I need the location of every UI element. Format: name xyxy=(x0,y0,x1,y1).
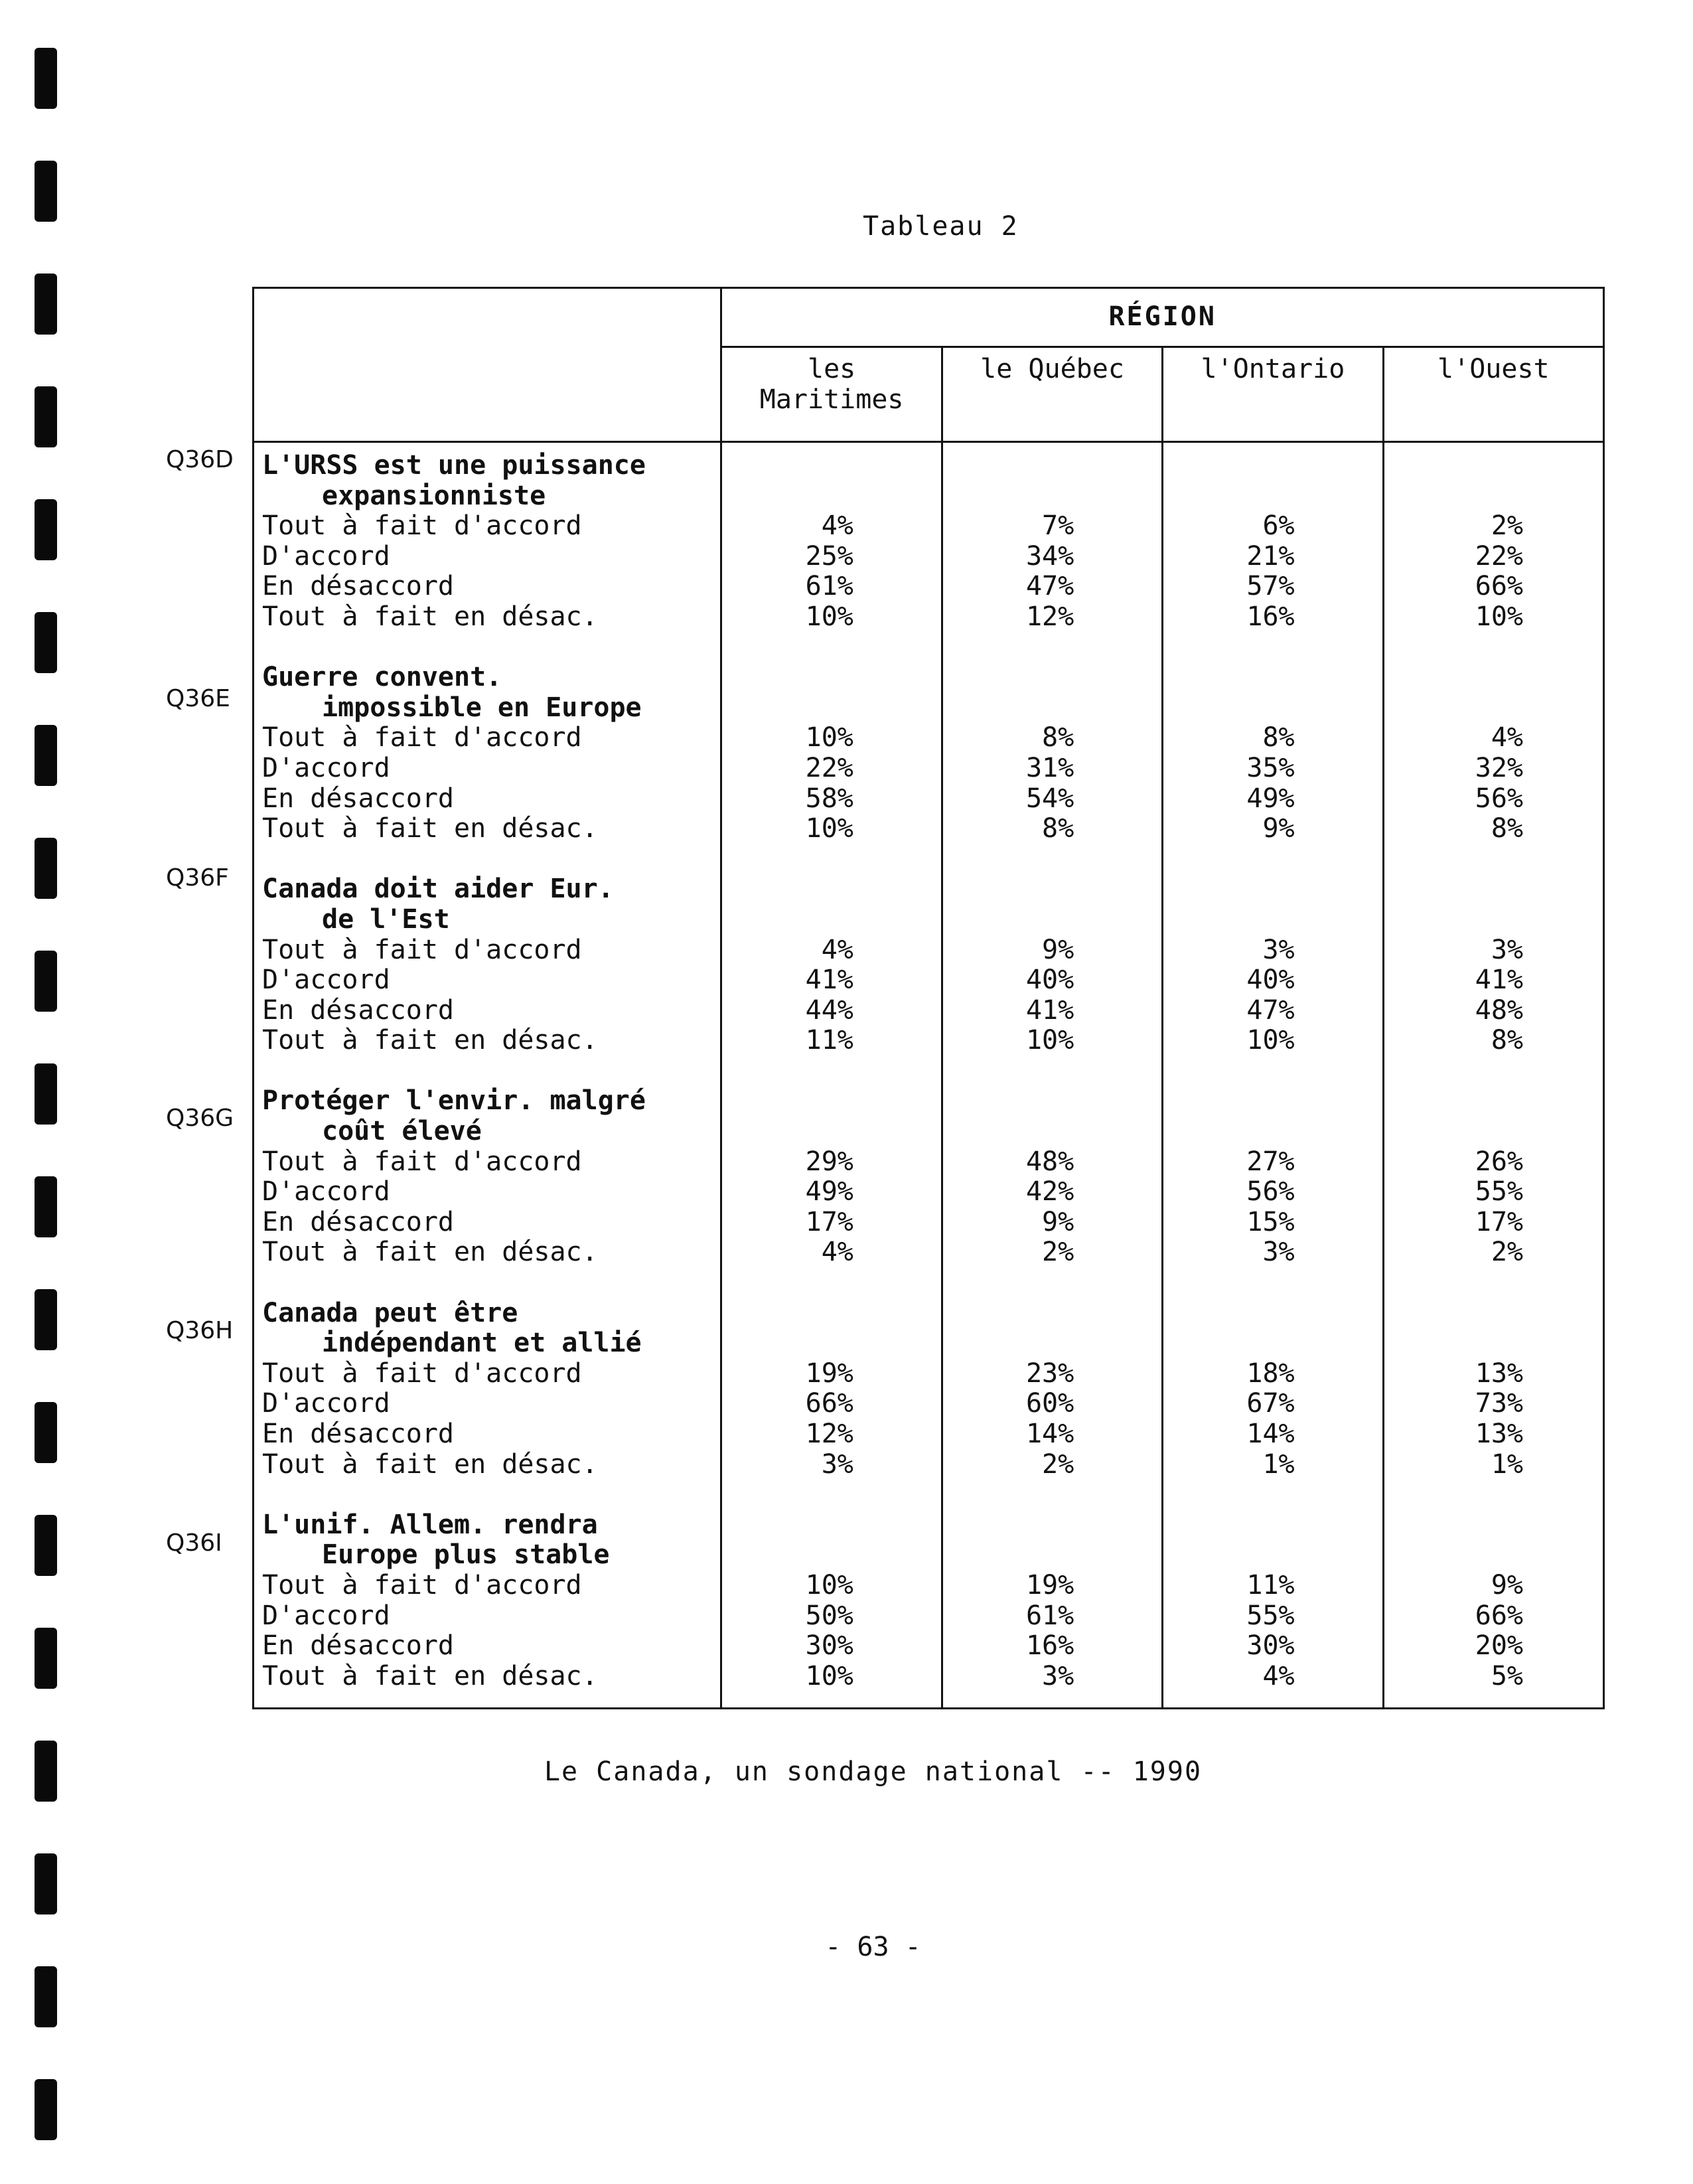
spacer-line xyxy=(1163,1540,1294,1571)
spacer-line xyxy=(1163,481,1294,512)
spacer-line xyxy=(943,663,1074,693)
value-block xyxy=(1163,874,1294,1056)
question-title-line: Guerre convent. xyxy=(262,662,502,693)
answer-label: Tout à fait d'accord xyxy=(262,510,582,542)
binder-hole xyxy=(35,1289,57,1350)
percentage-value: 18% xyxy=(1246,1358,1295,1389)
percentage-value: 13% xyxy=(1475,1358,1523,1389)
percentage-value: 15% xyxy=(1246,1206,1295,1237)
region-header-row xyxy=(254,288,1604,347)
answer-label: Tout à fait d'accord xyxy=(262,1146,582,1177)
binder-hole xyxy=(35,612,57,673)
percentage-value: 41% xyxy=(1025,994,1074,1026)
percentage-value: 56% xyxy=(1246,1176,1295,1208)
binder-hole xyxy=(35,1063,57,1125)
spacer-line xyxy=(943,451,1074,481)
percentage-value: 17% xyxy=(1475,1206,1523,1237)
binder-hole xyxy=(35,161,57,222)
question-title-line: L'URSS est une puissance xyxy=(262,450,646,481)
answer-label: D'accord xyxy=(262,1176,390,1208)
spacer-line xyxy=(722,1117,853,1147)
value-block xyxy=(722,1298,853,1480)
spacer-line xyxy=(722,481,853,512)
percentage-value: 31% xyxy=(1025,752,1074,783)
question-code: Q36H xyxy=(166,1317,234,1344)
answer-label: En désaccord xyxy=(262,1206,454,1237)
percentage-value: 10% xyxy=(805,813,853,844)
value-block xyxy=(1384,874,1523,1056)
percentage-value: 9% xyxy=(1042,1206,1074,1237)
spacer-line xyxy=(943,905,1074,935)
value-block xyxy=(1384,1510,1523,1692)
percentage-value: 3% xyxy=(821,1448,853,1480)
percentage-value: 9% xyxy=(1491,1569,1523,1600)
value-block xyxy=(722,1086,853,1268)
value-block xyxy=(943,874,1074,1056)
answer-label: En désaccord xyxy=(262,571,454,602)
percentage-value: 66% xyxy=(1475,1600,1523,1631)
question-title-line: Protéger l'envir. malgré xyxy=(262,1085,646,1117)
column-header-label: le Québec xyxy=(980,354,1124,384)
answer-label: Tout à fait en désac. xyxy=(262,601,598,632)
value-block xyxy=(722,874,853,1056)
spacer-line xyxy=(1384,874,1523,905)
percentage-value: 12% xyxy=(805,1419,853,1449)
percentage-value: 48% xyxy=(1475,994,1523,1026)
answer-label: D'accord xyxy=(262,540,390,572)
percentage-value: 10% xyxy=(805,601,853,632)
percentage-value: 50% xyxy=(805,1600,853,1631)
answer-label: Tout à fait en désac. xyxy=(262,813,598,844)
value-block xyxy=(943,663,1074,844)
value-block xyxy=(1384,1298,1523,1480)
percentage-value: 67% xyxy=(1246,1388,1295,1419)
percentage-value: 40% xyxy=(1246,965,1295,996)
question-block xyxy=(262,663,720,844)
percentage-value: 55% xyxy=(1246,1600,1295,1631)
percentage-value: 29% xyxy=(805,1146,853,1177)
question-code: Q36I xyxy=(166,1529,222,1557)
answer-label: En désaccord xyxy=(262,1419,454,1449)
percentage-value: 61% xyxy=(1025,1600,1074,1631)
question-title-line: Canada doit aider Eur. xyxy=(262,874,614,905)
binder-hole xyxy=(35,1628,57,1689)
spacer-line xyxy=(1163,693,1294,724)
answer-label: En désaccord xyxy=(262,783,454,814)
question-block xyxy=(262,451,720,633)
table-source-footer: Le Canada, un sondage national -- 1990 xyxy=(544,1756,1203,1787)
value-block xyxy=(943,1510,1074,1692)
percentage-value: 1% xyxy=(1262,1448,1295,1480)
spacer-line xyxy=(943,481,1074,512)
percentage-value: 2% xyxy=(1491,1237,1523,1268)
percentage-value: 66% xyxy=(1475,571,1523,602)
spacer-line xyxy=(1163,905,1294,935)
question-code: Q36F xyxy=(166,864,229,892)
percentage-value: 54% xyxy=(1025,783,1074,814)
spacer-line xyxy=(1384,663,1523,693)
percentage-value: 13% xyxy=(1475,1419,1523,1449)
percentage-value: 10% xyxy=(1475,601,1523,632)
value-block xyxy=(1384,451,1523,633)
question-block xyxy=(262,1510,720,1692)
spacer-line xyxy=(722,905,853,935)
spacer-line xyxy=(722,451,853,481)
spacer-line xyxy=(722,1510,853,1541)
spacer-line xyxy=(1384,693,1523,724)
answer-label: Tout à fait d'accord xyxy=(262,722,582,753)
value-block xyxy=(1163,1086,1294,1268)
spacer-line xyxy=(1384,451,1523,481)
value-block xyxy=(1163,1510,1294,1692)
percentage-value: 49% xyxy=(1246,783,1295,814)
percentage-value: 8% xyxy=(1491,1025,1523,1056)
percentage-value: 7% xyxy=(1042,510,1074,542)
value-block xyxy=(943,1086,1074,1268)
spacer-line xyxy=(943,1540,1074,1571)
spacer-line xyxy=(1163,1086,1294,1117)
percentage-value: 12% xyxy=(1025,601,1074,632)
percentage-value: 30% xyxy=(1246,1630,1295,1662)
answer-label: D'accord xyxy=(262,1600,390,1631)
binder-hole xyxy=(35,2079,57,2140)
value-block xyxy=(1163,663,1294,844)
percentage-value: 41% xyxy=(805,965,853,996)
percentage-value: 9% xyxy=(1262,813,1295,844)
percentage-value: 27% xyxy=(1246,1146,1295,1177)
spacer-line xyxy=(1384,1298,1523,1329)
answer-label: Tout à fait en désac. xyxy=(262,1660,598,1691)
question-title-line: indépendant et allié xyxy=(322,1328,642,1359)
binder-hole xyxy=(35,1853,57,1914)
table-title: Tableau 2 xyxy=(863,211,1019,242)
percentage-value: 10% xyxy=(1025,1025,1074,1056)
percentage-value: 49% xyxy=(805,1176,853,1208)
spacer-line xyxy=(1384,1086,1523,1117)
answer-label: Tout à fait d'accord xyxy=(262,934,582,965)
value-block xyxy=(1384,663,1523,844)
question-title-line: Europe plus stable xyxy=(322,1539,610,1571)
spacer-line xyxy=(722,1298,853,1329)
column-header xyxy=(721,347,942,442)
binder-hole xyxy=(35,951,57,1012)
spacer-line xyxy=(1163,874,1294,905)
binder-hole xyxy=(35,386,57,447)
spacer-line xyxy=(722,693,853,724)
percentage-value: 8% xyxy=(1042,722,1074,753)
percentage-value: 3% xyxy=(1262,934,1295,965)
percentage-value: 55% xyxy=(1475,1176,1523,1208)
values-column-maritimes xyxy=(721,442,942,1709)
percentage-value: 35% xyxy=(1246,752,1295,783)
percentage-value: 22% xyxy=(805,752,853,783)
column-header-label: les Maritimes xyxy=(759,354,904,415)
page-number: - 63 - xyxy=(825,1932,921,1962)
percentage-value: 58% xyxy=(805,783,853,814)
spacer-line xyxy=(1384,1328,1523,1359)
binder-hole xyxy=(35,499,57,560)
percentage-value: 19% xyxy=(1025,1569,1074,1600)
values-column-quebec xyxy=(942,442,1162,1709)
binder-hole xyxy=(35,1966,57,2027)
percentage-value: 41% xyxy=(1475,965,1523,996)
percentage-value: 2% xyxy=(1042,1448,1074,1480)
question-title-line: coût élevé xyxy=(322,1116,482,1147)
percentage-value: 30% xyxy=(805,1630,853,1662)
percentage-value: 19% xyxy=(805,1358,853,1389)
percentage-value: 22% xyxy=(1475,540,1523,572)
percentage-value: 14% xyxy=(1246,1419,1295,1449)
binder-hole xyxy=(35,1176,57,1237)
question-title-line: L'unif. Allem. rendra xyxy=(262,1509,598,1540)
percentage-value: 16% xyxy=(1246,601,1295,632)
percentage-value: 6% xyxy=(1262,510,1295,542)
percentage-value: 2% xyxy=(1042,1237,1074,1268)
spacer-line xyxy=(943,1298,1074,1329)
percentage-value: 11% xyxy=(805,1025,853,1056)
spacer-line xyxy=(1163,451,1294,481)
question-title-line: impossible en Europe xyxy=(322,692,642,723)
survey-table xyxy=(252,287,1605,1709)
answer-label: En désaccord xyxy=(262,994,454,1026)
value-block xyxy=(722,451,853,633)
spacer-line xyxy=(1384,1510,1523,1541)
answer-label: D'accord xyxy=(262,1388,390,1419)
question-code: Q36D xyxy=(166,446,234,473)
column-header xyxy=(942,347,1162,442)
column-header-label: l'Ouest xyxy=(1437,354,1550,384)
percentage-value: 25% xyxy=(805,540,853,572)
question-code: Q36E xyxy=(166,685,230,712)
values-column-ontario xyxy=(1163,442,1383,1709)
region-header: RÉGION xyxy=(721,288,1604,347)
percentage-value: 23% xyxy=(1025,1358,1074,1389)
percentage-value: 40% xyxy=(1025,965,1074,996)
answer-label: Tout à fait en désac. xyxy=(262,1237,598,1268)
value-block xyxy=(722,663,853,844)
spacer-line xyxy=(1163,663,1294,693)
answer-label: En désaccord xyxy=(262,1630,454,1662)
value-block xyxy=(943,451,1074,633)
percentage-value: 48% xyxy=(1025,1146,1074,1177)
value-block xyxy=(943,1298,1074,1480)
spacer-line xyxy=(943,1117,1074,1147)
spacer-line xyxy=(943,1328,1074,1359)
value-block xyxy=(1163,1298,1294,1480)
binder-hole xyxy=(35,725,57,786)
values-column-ouest xyxy=(1383,442,1603,1709)
percentage-value: 14% xyxy=(1025,1419,1074,1449)
answer-label: D'accord xyxy=(262,965,390,996)
percentage-value: 5% xyxy=(1491,1660,1523,1691)
percentage-value: 32% xyxy=(1475,752,1523,783)
percentage-value: 2% xyxy=(1491,510,1523,542)
question-title-line: de l'Est xyxy=(322,903,450,935)
percentage-value: 4% xyxy=(821,1237,853,1268)
percentage-value: 57% xyxy=(1246,571,1295,602)
answer-label: Tout à fait d'accord xyxy=(262,1569,582,1600)
question-title-line: expansionniste xyxy=(322,480,546,511)
percentage-value: 3% xyxy=(1262,1237,1295,1268)
percentage-value: 1% xyxy=(1491,1448,1523,1480)
percentage-value: 8% xyxy=(1491,813,1523,844)
percentage-value: 4% xyxy=(821,510,853,542)
percentage-value: 4% xyxy=(1262,1660,1295,1691)
answer-label: D'accord xyxy=(262,752,390,783)
empty-corner-cell xyxy=(254,288,721,442)
percentage-value: 10% xyxy=(805,1569,853,1600)
percentage-value: 3% xyxy=(1491,934,1523,965)
question-block xyxy=(262,1298,720,1480)
percentage-value: 66% xyxy=(805,1388,853,1419)
percentage-value: 11% xyxy=(1246,1569,1295,1600)
percentage-value: 60% xyxy=(1025,1388,1074,1419)
percentage-value: 34% xyxy=(1025,540,1074,572)
spacer-line xyxy=(722,1540,853,1571)
percentage-value: 4% xyxy=(821,934,853,965)
percentage-value: 8% xyxy=(1042,813,1074,844)
spacer-line xyxy=(1384,1540,1523,1571)
spacer-line xyxy=(722,874,853,905)
answer-label: Tout à fait en désac. xyxy=(262,1448,598,1480)
percentage-value: 17% xyxy=(805,1206,853,1237)
binder-hole xyxy=(35,1402,57,1463)
percentage-value: 8% xyxy=(1262,722,1295,753)
spacer-line xyxy=(1163,1298,1294,1329)
percentage-value: 47% xyxy=(1246,994,1295,1026)
percentage-value: 3% xyxy=(1042,1660,1074,1691)
percentage-value: 61% xyxy=(805,571,853,602)
answer-label: Tout à fait d'accord xyxy=(262,1358,582,1389)
spacer-line xyxy=(943,693,1074,724)
column-header xyxy=(1383,347,1603,442)
spacer-line xyxy=(943,1510,1074,1541)
column-header xyxy=(1163,347,1383,442)
percentage-value: 26% xyxy=(1475,1146,1523,1177)
value-block xyxy=(722,1510,853,1692)
percentage-value: 4% xyxy=(1491,722,1523,753)
answer-label: Tout à fait en désac. xyxy=(262,1025,598,1056)
percentage-value: 20% xyxy=(1475,1630,1523,1662)
spacer-line xyxy=(1384,905,1523,935)
percentage-value: 44% xyxy=(805,994,853,1026)
percentage-value: 10% xyxy=(1246,1025,1295,1056)
question-title-line: Canada peut être xyxy=(262,1297,518,1328)
value-block xyxy=(1163,451,1294,633)
spacer-line xyxy=(943,1086,1074,1117)
question-block xyxy=(262,1086,720,1268)
question-code: Q36G xyxy=(166,1105,234,1132)
percentage-value: 73% xyxy=(1475,1388,1523,1419)
spacer-line xyxy=(1384,481,1523,512)
table-body-row xyxy=(254,442,1604,1709)
value-block xyxy=(1384,1086,1523,1268)
spacer-line xyxy=(1163,1510,1294,1541)
percentage-value: 10% xyxy=(805,722,853,753)
percentage-value: 47% xyxy=(1025,571,1074,602)
percentage-value: 21% xyxy=(1246,540,1295,572)
column-header-label: l'Ontario xyxy=(1201,354,1345,384)
percentage-value: 9% xyxy=(1042,934,1074,965)
spacer-line xyxy=(722,1328,853,1359)
spacer-line xyxy=(722,663,853,693)
binder-hole xyxy=(35,838,57,899)
spacer-line xyxy=(1163,1328,1294,1359)
spacer-line xyxy=(1384,1117,1523,1147)
binder-hole xyxy=(35,273,57,335)
spacer-line xyxy=(943,874,1074,905)
percentage-value: 10% xyxy=(805,1660,853,1691)
binder-hole xyxy=(35,1515,57,1576)
percentage-value: 16% xyxy=(1025,1630,1074,1662)
binder-hole xyxy=(35,48,57,109)
question-block xyxy=(262,874,720,1056)
percentage-value: 56% xyxy=(1475,783,1523,814)
percentage-value: 42% xyxy=(1025,1176,1074,1208)
spacer-line xyxy=(1163,1117,1294,1147)
spacer-line xyxy=(722,1086,853,1117)
questions-column xyxy=(254,442,721,1709)
